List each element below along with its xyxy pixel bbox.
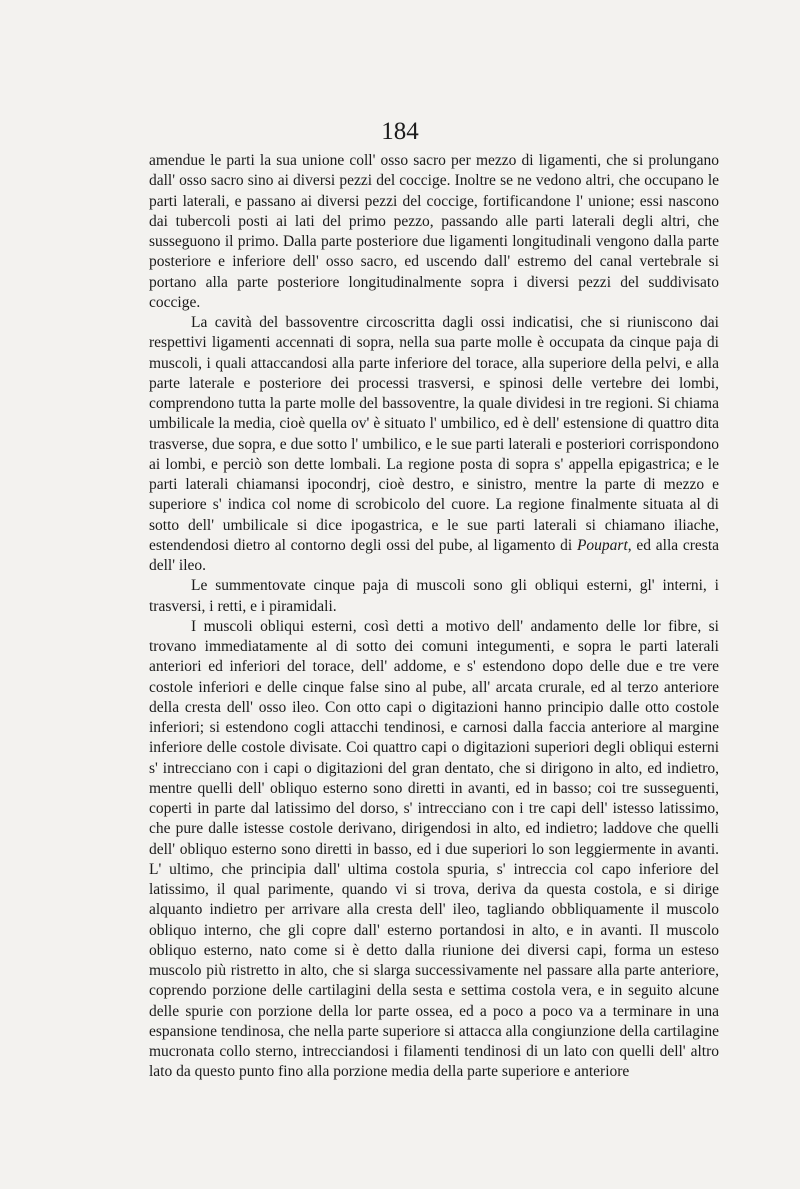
paragraph-2 [149, 313, 719, 576]
paragraph-3: Le summentovate cinque paja di muscoli sono gli obliqui esterni, gl' interni, i trasversi, i retti, e i piramidali. [149, 577, 719, 615]
page-number: 184 [381, 118, 419, 145]
paragraph-2-ending: , ed alla cresta dell' ileo. [149, 536, 720, 574]
paragraph-4: I muscoli obliqui esterni, così detti a motivo dell' andamento delle lor fibre, si trovano immediatamente al di sotto dei comuni integumenti, e sopra le parti laterali anteriori ed inferiori del torace, dell' addome, e s' estendono dopo delle due e tre vere costole inferiori e delle cinque false sino al pube, all' arcata crurale, ed al terzo anteriore della cresta dell' osso ileo. Con otto capi o digitazioni hanno principio dalle otto costole inferiori; si estendono cogli attacchi tendinosi, e carnosi dalla faccia anteriore al margine inferiore delle costole divisate. Coi quattro capi o digitazioni superiori degli obliqui esterni s' intrecciano con i capi o digitazioni del gran dentato, che si dirigono in alto, ed indietro, mentre quelli dell' obliquo esterno sono diretti in avanti, ed in basso; coi tre susseguenti, coperti in parte dal latissimo del dorso, s' intrecciano con i tre capi dell' istesso latissimo, che pure dalle istesse costole derivano, dirigendosi in alto, ed indietro; laddove che quelli dell' obliquo esterno sono diretti in basso, ed i due superiori lo son leggiermente in avanti. L' ultimo, che principia dall' ultima costola spuria, s' intreccia col capo inferiore del latissimo, il qual parimente, quando vi si trova, deriva da questa costola, e si dirige alquanto indietro per arrivare alla cresta dell' ileo, tagliando obbliquamente il muscolo obliquo interno, che gli copre dall' esterno portandosi in alto, e in avanti. Il muscolo obliquo esterno, nato come si è detto dalla riunione dei diversi capi, forma un esteso muscolo più ristretto in alto, che si slarga successivamente nel passare alla parte anteriore, coprendo porzione delle cartilagini della sesta e settima costola vera, e in seguito alcune delle spurie con porzione della lor parte ossea, ed a poco a poco va a terminare in una espansione tendinosa, che nella parte superiore si attacca alla congiunzione della cartilagine mucronata collo sterno, intrecciandosi i filamenti tendinosi di un lato con quelli dell' altro lato da questo punto fino alla porzione media della parte superiore e anteriore [149, 617, 719, 1081]
paragraph-1: amendue le parti la sua unione coll' osso sacro per mezzo di ligamenti, che si prolungano dall' osso sacro sino ai diversi pezzi del coccige. Inoltre se ne vedono altri, che occupano le parti laterali, e passano ai diversi pezzi del coccige, fortificandone l' unione; essi nascono dai tubercoli posti ai lati del primo pezzo, passando alle parti laterali degli altri, che susseguono il primo. Dalla parte posteriore due ligamenti longitudinali vengono dalla parte posteriore e inferiore dell' osso sacro, ed uscendo dall' estremo del canal vertebrale si portano alla parte posteriore longitudinalmente sopra i diversi pezzi del suddivisato coccige. [149, 152, 719, 311]
body-text [149, 151, 719, 1083]
paragraph-2-text: La cavità del bassoventre circoscritta dagli ossi indicatisi, che si riuniscono dai respettivi ligamenti accennati di sopra, nella sua parte molle è occupata da cinque paja di muscoli, i quali attaccandosi alla parte inferiore del torace, alla superiore della pelvi, e alla parte laterale e posteriore dei processi trasversi, e spinosi delle vertebre dei lombi, comprendono tutta la parte molle del bassoventre, la quale dividesi in tre regioni. Si chiama umbilicale la media, cioè quella ov' è situato l' umbilico, ed è dell' estensione di quattro dita trasverse, due sopra, e due sotto l' umbilico, e le sue parti laterali e posteriori corrispondono ai lombi, e perciò son dette lombali. La regione posta di sopra s' appella epigastrica; e le parti laterali chiamansi ipocondrj, cioè destro, e sinistro, mentre la parte di mezzo e superiore s' indica col nome di scrobicolo del cuore. La regione finalmente situata al di sotto dell' umbilicale si dice ipogastrica, e le sue parti laterali si chiamano iliache, estendendosi dietro al contorno degli ossi del pube, al ligamento di [149, 314, 719, 554]
paragraph-2-italic-name: Poupart [576, 536, 628, 554]
